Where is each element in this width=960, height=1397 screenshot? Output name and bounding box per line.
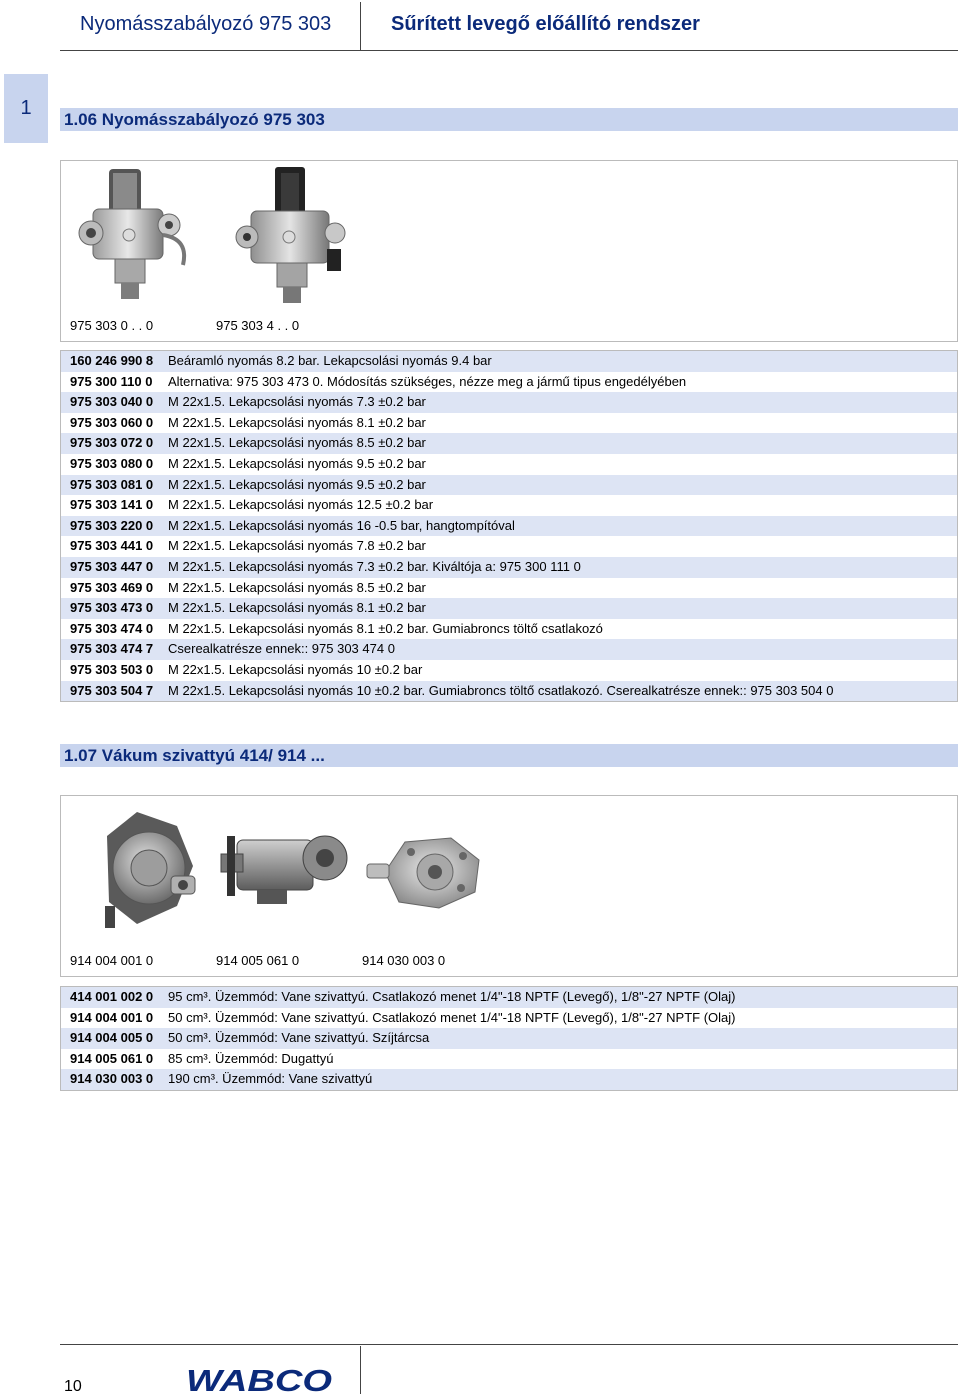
part-description: M 22x1.5. Lekapcsolási nyomás 8.1 ±0.2 bar. Gumiabroncs töltő csatlakozó	[168, 620, 603, 636]
header-divider	[360, 2, 361, 50]
part-description: M 22x1.5. Lekapcsolási nyomás 8.1 ±0.2 bar	[168, 600, 426, 616]
table-row	[61, 619, 957, 640]
part-description: M 22x1.5. Lekapcsolási nyomás 8.5 ±0.2 bar	[168, 579, 426, 595]
part-description: Alternativa: 975 303 473 0. Módosítás szükséges, nézze meg a jármű tipus engedélyében	[168, 373, 687, 389]
part-description: 95 cm³. Üzemmód: Vane szivattyú. Csatlakozó menet 1/4"-18 NPTF (Levegő), 1/8"-27 NPTF (Olaj)	[168, 989, 736, 1004]
part-number: 975 303 060 0	[70, 414, 154, 430]
table-row	[61, 578, 957, 599]
table-row	[61, 392, 957, 413]
part-description: M 22x1.5. Lekapcsolási nyomás 8.5 ±0.2 bar	[168, 435, 426, 451]
part-description: M 22x1.5. Lekapcsolási nyomás 8.1 ±0.2 bar	[168, 414, 426, 430]
wabco-logo	[186, 1366, 332, 1394]
table-row	[61, 475, 957, 496]
part-description: M 22x1.5. Lekapcsolási nyomás 10 ±0.2 bar. Gumiabroncs töltő csatlakozó. Cserealkatrésze ennek:: 975 303 504 0	[168, 682, 834, 698]
page-header-subtitle: Sűrített levegő előállító rendszer	[391, 13, 700, 35]
part-description: 85 cm³. Üzemmód: Dugattyú	[168, 1050, 334, 1066]
part-description: M 22x1.5. Lekapcsolási nyomás 10 ±0.2 bar	[168, 661, 423, 677]
image-caption: 975 303 0 . . 0	[70, 318, 154, 333]
part-description: M 22x1.5. Lekapcsolási nyomás 16 -0.5 bar, hangtompítóval	[168, 517, 515, 533]
part-number: 975 303 080 0	[70, 455, 154, 471]
vacuum-pump-image-1	[97, 806, 201, 932]
product-table	[60, 986, 958, 1091]
part-description: M 22x1.5. Lekapcsolási nyomás 9.5 ±0.2 bar	[168, 476, 426, 492]
section-title-pressure-regulator: 1.06 Nyomásszabályozó 975 303	[60, 108, 958, 131]
page-header-title: Nyomásszabályozó 975 303	[80, 13, 332, 35]
table-row	[61, 681, 957, 702]
part-number: 414 001 002 0	[70, 989, 154, 1004]
svg-text:WABCO: WABCO	[186, 1366, 332, 1394]
part-description: M 22x1.5. Lekapcsolási nyomás 7.3 ±0.2 bar. Kiváltója a: 975 300 111 0	[168, 558, 581, 574]
table-row	[61, 598, 957, 619]
part-number: 975 303 072 0	[70, 435, 154, 451]
part-number: 975 303 040 0	[70, 394, 154, 410]
part-description: M 22x1.5. Lekapcsolási nyomás 9.5 ±0.2 bar	[168, 455, 426, 471]
part-description: M 22x1.5. Lekapcsolási nyomás 7.3 ±0.2 bar	[168, 394, 426, 410]
part-number: 975 303 220 0	[70, 517, 154, 533]
part-number: 975 303 504 7	[70, 682, 154, 698]
product-image-box	[60, 795, 958, 977]
part-number: 975 303 447 0	[70, 558, 154, 574]
table-row	[61, 454, 957, 475]
table-row	[61, 1008, 957, 1029]
footer-rule	[60, 1344, 958, 1345]
vacuum-pump-image-2	[217, 828, 357, 908]
image-caption: 914 030 003 0	[362, 953, 446, 968]
table-row	[61, 536, 957, 557]
part-description: M 22x1.5. Lekapcsolási nyomás 12.5 ±0.2 bar	[168, 497, 434, 513]
image-caption: 914 004 001 0	[70, 953, 154, 968]
part-number: 914 004 005 0	[70, 1030, 154, 1046]
part-number: 914 005 061 0	[70, 1050, 154, 1066]
table-row	[61, 1049, 957, 1070]
part-number: 975 303 474 0	[70, 620, 154, 636]
part-description: 50 cm³. Üzemmód: Vane szivattyú. Szíjtárcsa	[168, 1030, 430, 1046]
pressure-regulator-image-1	[71, 165, 199, 305]
part-number: 975 300 110 0	[70, 373, 153, 389]
chapter-tab: 1	[4, 74, 48, 143]
part-description: 190 cm³. Üzemmód: Vane szivattyú	[168, 1071, 373, 1087]
part-number: 975 303 474 7	[70, 641, 154, 657]
table-row	[61, 557, 957, 578]
vacuum-pump-image-3	[365, 832, 489, 912]
part-description: M 22x1.5. Lekapcsolási nyomás 7.8 ±0.2 bar	[168, 538, 426, 554]
part-number: 160 246 990 8	[70, 353, 154, 368]
table-row	[61, 1069, 957, 1090]
table-row	[61, 639, 957, 660]
section-title-vacuum-pump: 1.07 Vákum szivattyú 414/ 914 ...	[60, 744, 958, 767]
part-number: 975 303 081 0	[70, 476, 154, 492]
page-number: 10	[64, 1378, 82, 1395]
table-row	[61, 413, 957, 434]
part-number: 914 030 003 0	[70, 1071, 154, 1087]
image-caption: 914 005 061 0	[216, 953, 300, 968]
table-row	[61, 433, 957, 454]
part-number: 975 303 441 0	[70, 538, 154, 554]
table-row	[61, 516, 957, 537]
table-row	[61, 351, 957, 372]
table-row	[61, 987, 957, 1008]
table-row	[61, 660, 957, 681]
image-caption: 975 303 4 . . 0	[216, 318, 300, 333]
part-number: 975 303 473 0	[70, 600, 154, 616]
part-description: Cserealkatrésze ennek:: 975 303 474 0	[168, 641, 395, 657]
part-number: 975 303 141 0	[70, 497, 154, 513]
table-row	[61, 372, 957, 393]
header-rule	[60, 50, 958, 51]
part-number: 975 303 503 0	[70, 661, 154, 677]
part-number: 914 004 001 0	[70, 1009, 154, 1025]
part-description: Beáramló nyomás 8.2 bar. Lekapcsolási nyomás 9.4 bar	[168, 353, 492, 368]
product-image-box	[60, 160, 958, 342]
pressure-regulator-image-2	[229, 163, 357, 307]
part-number: 975 303 469 0	[70, 579, 154, 595]
part-description: 50 cm³. Üzemmód: Vane szivattyú. Csatlakozó menet 1/4"-18 NPTF (Levegő), 1/8"-27 NPTF (Olaj)	[168, 1009, 736, 1025]
footer-divider	[360, 1346, 361, 1394]
table-row	[61, 495, 957, 516]
table-row	[61, 1028, 957, 1049]
product-table	[60, 350, 958, 702]
